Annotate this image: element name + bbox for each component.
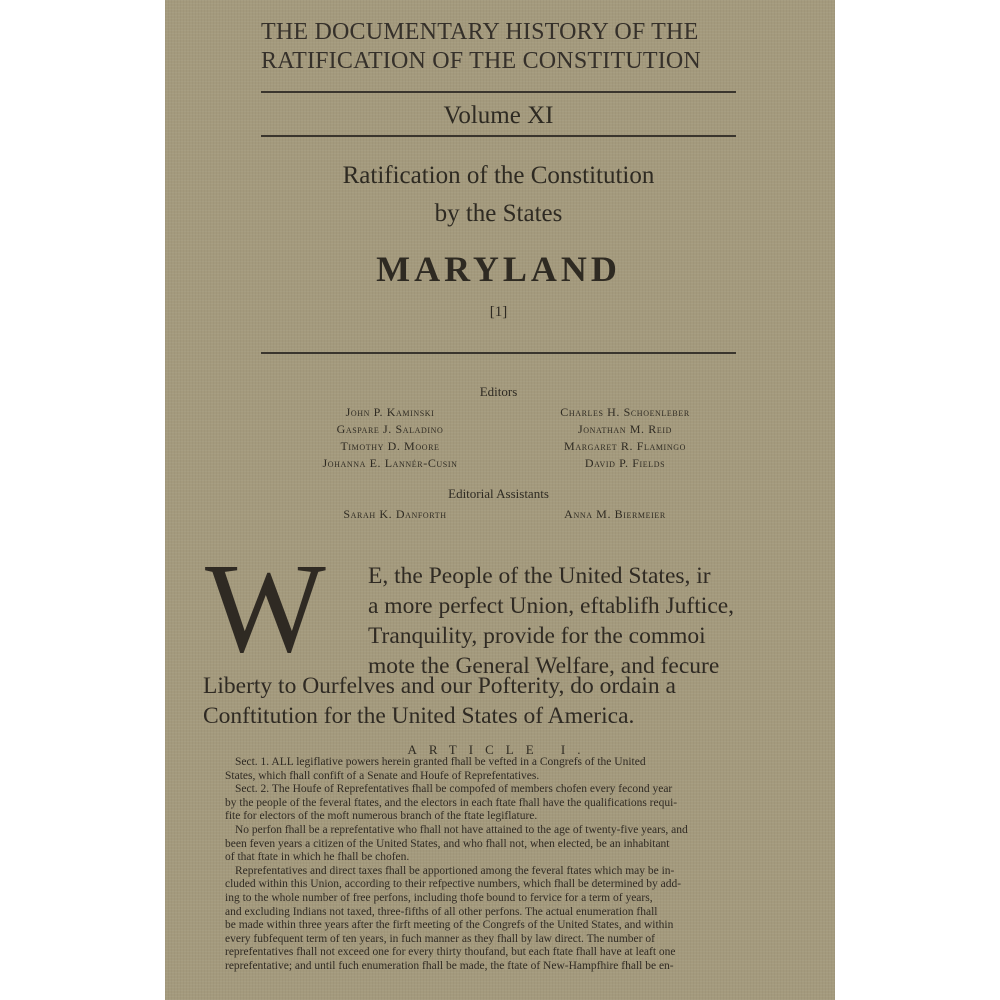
article-text — [225, 756, 825, 974]
article-line: and excluding Indians not taxed, three-fifths of all other perfons. The actual enumeration fhall — [225, 905, 658, 918]
preamble-dropcap: W — [205, 537, 326, 679]
divider-rule — [261, 135, 736, 137]
book-cover — [165, 0, 835, 1000]
volume-number: Volume XI — [443, 102, 554, 129]
editor-name: David P. Fields — [584, 456, 666, 470]
editors-label: Editors — [479, 384, 518, 399]
preamble-line: Conftitution for the United States of America. — [203, 703, 635, 729]
preamble-line: Liberty to Ourfelves and our Pofterity, do ordain a — [203, 673, 676, 699]
article-line: States, which fhall confift of a Senate and Houfe of Reprefentatives. — [225, 769, 540, 782]
preamble-line: mote the General Welfare, and fecure — [368, 653, 720, 679]
article-line: No perfon fhall be a reprefentative who fhall not have attained to the age of twenty-five years, and — [235, 823, 688, 836]
editor-name: John P. Kaminski — [345, 405, 435, 419]
article-line: ing to the whole number of free perfons, including thofe bound to fervice for a term of years, — [225, 891, 653, 904]
article-line: Reprefentatives and direct taxes fhall be apportioned among the feveral ftates which may be in- — [235, 864, 675, 877]
preamble-full-block — [203, 671, 676, 731]
series-title — [261, 18, 781, 76]
article-line: by the people of the feveral ftates, and the electors in each ftate fhall have the qualifications requi- — [225, 796, 678, 809]
article-line: of that ftate in which he fhall be chofen. — [225, 851, 410, 864]
series-title-line: THE DOCUMENTARY HISTORY OF THE — [261, 19, 699, 45]
article-line: reprefentatives fhall not exceed one for every thirty thoufand, but each ftate fhall have at leaft one — [225, 946, 676, 959]
article-line: Sect. 2. The Houfe of Reprefentatives fhall be compofed of members chofen every fecond year — [235, 783, 673, 796]
article-line: cluded within this Union, according to their refpective numbers, which fhall be determined by add- — [225, 878, 682, 891]
editor-name: Margaret R. Flamingo — [564, 439, 686, 453]
divider-rule — [261, 352, 736, 354]
preamble-indented-block — [368, 561, 734, 681]
editor-name: Timothy D. Moore — [340, 439, 440, 453]
assistants-label: Editorial Assistants — [448, 486, 549, 501]
editor-name: Gaspare J. Saladino — [336, 422, 444, 436]
assistant-name: Anna M. Biermeier — [564, 507, 666, 521]
part-number: [1] — [489, 304, 508, 320]
editor-name: Johanna E. Lannér-Cusin — [322, 456, 458, 470]
article-line: Sect. 1. ALL legiflative powers herein granted fhall be vefted in a Congrefs of the United — [235, 756, 646, 768]
preamble-line: E, the People of the United States, ir — [368, 563, 711, 589]
article-heading: ARTICLE I. — [407, 742, 593, 757]
state-title: MARYLAND — [376, 249, 621, 289]
article-line: been feven years a citizen of the United States, and who fhall not, when elected, be an inhabitant — [225, 837, 670, 850]
editors-left-column — [275, 404, 505, 472]
preamble-line: Tranquility, provide for the commoi — [368, 623, 706, 649]
article-line: fite for electors of the moft numerous branch of the ftate legiflature. — [225, 810, 538, 823]
volume-subtitle — [261, 157, 736, 233]
divider-rule — [261, 91, 736, 93]
article-line: reprefentative; and until fuch enumeration fhall be made, the ftate of New-Hampfhire fhall be en- — [225, 959, 674, 972]
subtitle-line: Ratification of the Constitution — [342, 162, 655, 189]
subtitle-line: by the States — [434, 200, 563, 227]
article-line: be made within three years after the firft meeting of the Congrefs of the United States, and within — [225, 919, 674, 932]
assistant-name: Sarah K. Danforth — [343, 507, 447, 521]
editor-name: Charles H. Schoenleber — [560, 405, 690, 419]
preamble-line: a more perfect Union, eftablifh Juftice, — [368, 593, 735, 619]
editors-right-column — [500, 404, 750, 472]
editor-name: Jonathan M. Reid — [578, 422, 672, 436]
article-line: every fubfequent term of ten years, in fuch manner as they fhall by law direct. The number of — [225, 932, 655, 945]
series-title-line: RATIFICATION OF THE CONSTITUTION — [261, 48, 701, 74]
